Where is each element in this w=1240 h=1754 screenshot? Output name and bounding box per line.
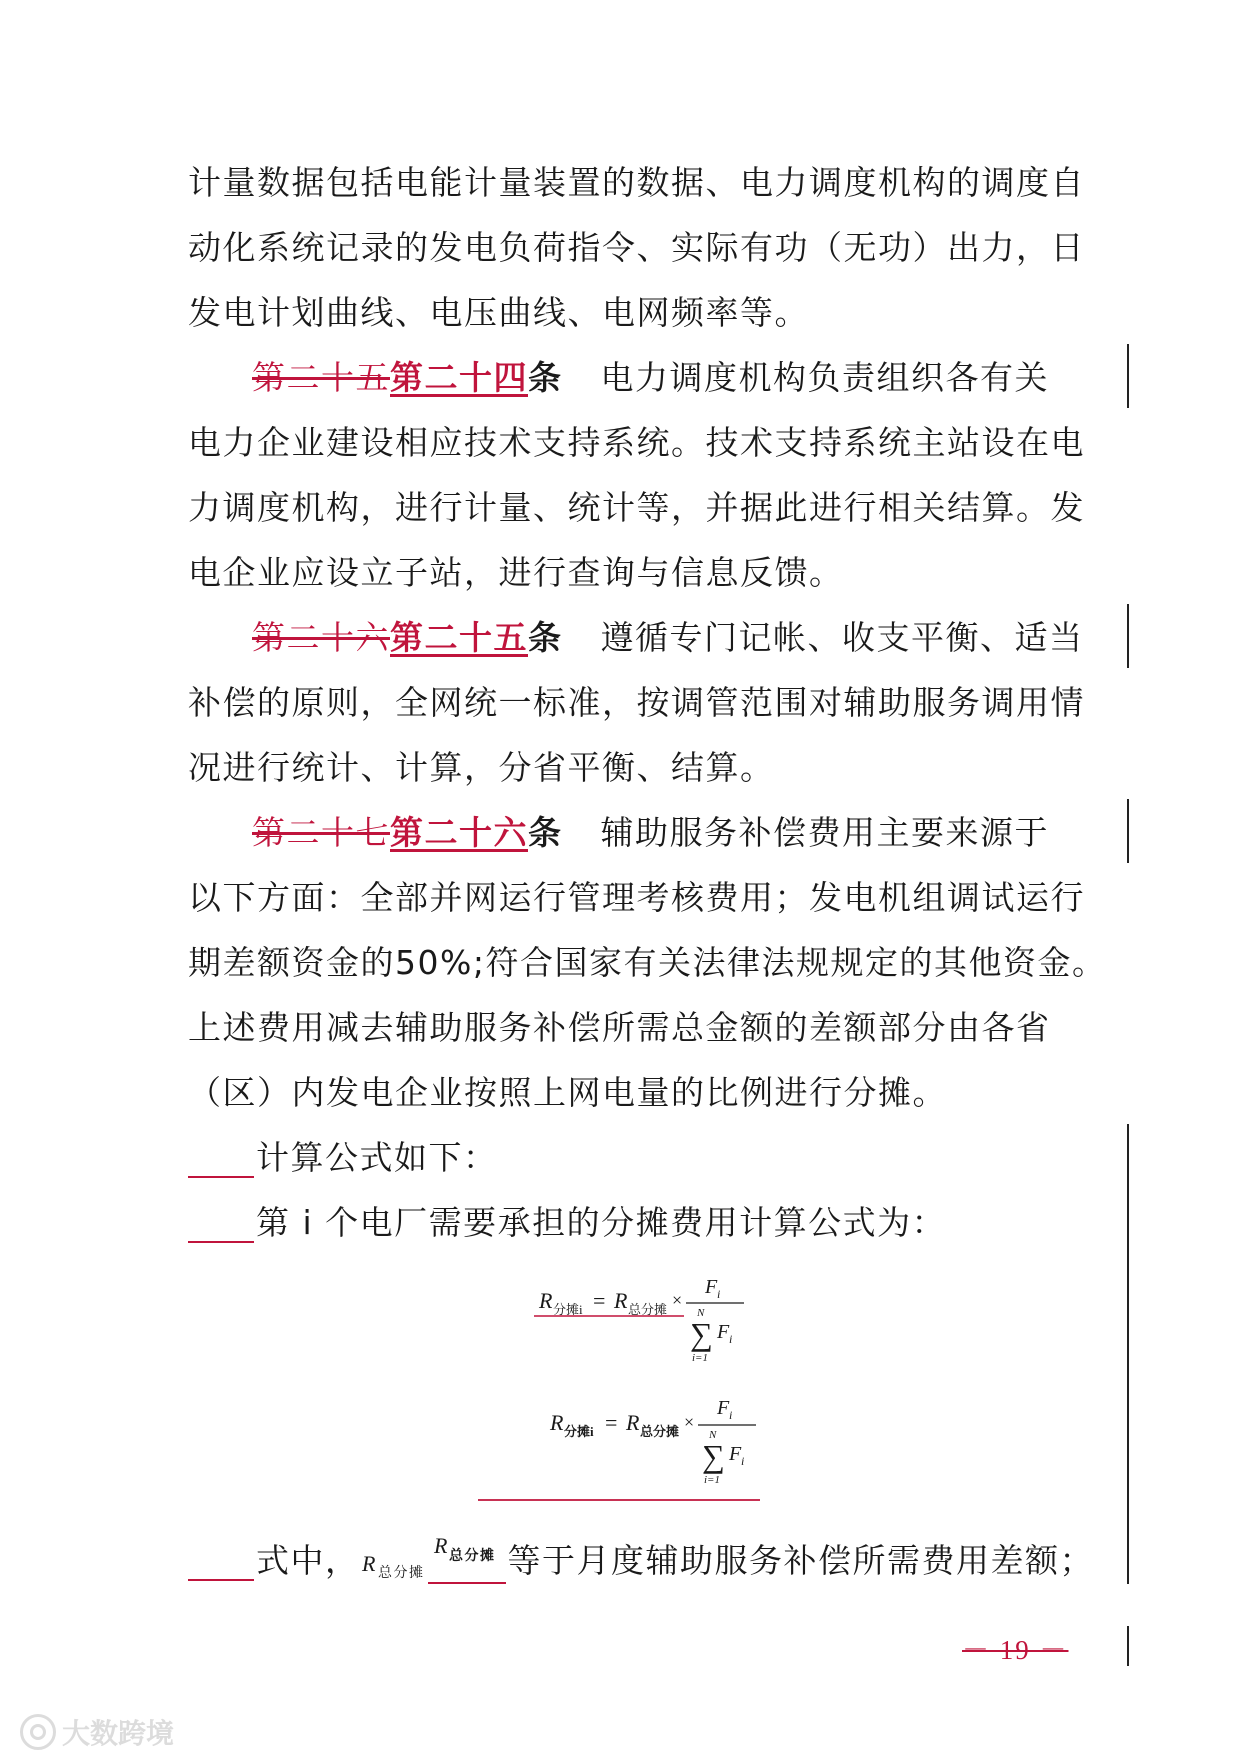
body-line: 期差额资金的50%;符合国家有关法律法规规定的其他资金。 [188, 943, 1107, 982]
inserted-article-number: 第二十五 [390, 618, 528, 657]
formula-deleted [534, 1276, 744, 1364]
svg-text:R: R [361, 1551, 377, 1576]
change-bar [1127, 604, 1129, 668]
formula-num-sub: i [729, 1408, 733, 1422]
page-number: － 19 － [962, 1635, 1069, 1665]
formula-sum: ∑ [702, 1438, 725, 1474]
body-line: （区）内发电企业按照上网电量的比例进行分摊。 [188, 1073, 947, 1112]
formula-intro-text: 计算公式如下： [256, 1138, 498, 1177]
formula-eq: = [593, 1288, 606, 1313]
formula-times: × [672, 1290, 683, 1310]
formula-lhs-var: R [539, 1288, 553, 1313]
formula-rhs-var: R [614, 1288, 628, 1313]
svg-text:总分摊: 总分摊 [448, 1549, 495, 1564]
change-bar [1127, 799, 1129, 863]
formula-sum-bottom: i=1 [692, 1352, 708, 1364]
formula-sum-top: N [709, 1429, 717, 1441]
body-line: 力调度机构，进行计量、统计等，并据此进行相关结算。发 [188, 488, 1085, 527]
body-line: 电企业应设立子站，进行查询与信息反馈。 [188, 553, 844, 592]
inserted-article-number: 第二十四 [390, 358, 528, 397]
formula-lhs-sub: 分摊i [564, 1424, 594, 1439]
inserted-article-number: 第二十六 [390, 813, 528, 852]
change-bar [1127, 344, 1129, 408]
body-line: 电力企业建设相应技术支持系统。技术支持系统主站设在电 [188, 423, 1085, 462]
body-line: 上述费用减去辅助服务补偿所需总金额的差额部分由各省 [188, 1008, 1051, 1047]
formula-den-sub: i [729, 1332, 733, 1346]
formula-num-sub: i [717, 1287, 721, 1301]
formula-den: F [717, 1321, 730, 1343]
watermark [20, 1712, 174, 1752]
article-text: 辅助服务补偿费用主要来源于 [600, 813, 1049, 852]
formula-num: F [705, 1276, 718, 1298]
formula-times: × [684, 1412, 695, 1432]
svg-text:R: R [433, 1533, 449, 1558]
formula-den: F [729, 1443, 742, 1465]
body-line: 发电计划曲线、电压曲线、电网频率等。 [188, 293, 809, 332]
article-text: 电力调度机构负责组织各有关 [600, 358, 1049, 397]
svg-text:总分摊: 总分摊 [377, 1566, 424, 1581]
body-line: 动化系统记录的发电负荷指令、实际有功（无功）出力，日 [188, 228, 1085, 267]
insertion-blank [188, 1543, 254, 1581]
body-line: 计量数据包括电能计量装置的数据、电力调度机构的调度自 [188, 163, 1085, 202]
formula-rhs-sub: 总分摊 [640, 1424, 680, 1439]
body-line: 以下方面：全部并网运行管理考核费用；发电机组调试运行 [188, 878, 1085, 917]
body-line: 补偿的原则，全网统一标准，按调管范围对辅助服务调用情 [188, 683, 1085, 722]
article-suffix: 条 [528, 618, 563, 657]
deleted-article-number: 第二十六 [252, 618, 390, 657]
article-text: 遵循专门记帐、收支平衡、适当 [600, 618, 1084, 657]
inline-symbol [360, 1533, 508, 1585]
explain-suffix: 等于月度辅助服务补偿所需费用差额； [507, 1541, 1094, 1580]
article-suffix: 条 [528, 358, 563, 397]
formula-inserted [549, 1397, 756, 1486]
formula-eq: = [605, 1410, 618, 1435]
formula-lhs-sub: 分摊i [553, 1302, 583, 1317]
change-bar [1127, 1626, 1129, 1666]
watermark-logo-icon [20, 1714, 56, 1750]
article-suffix: 条 [528, 813, 563, 852]
formula-rhs-sub: 总分摊 [628, 1302, 668, 1317]
formula-sum-top: N [697, 1307, 705, 1319]
watermark-text: 大数跨境 [62, 1717, 175, 1750]
formula-lhs-var: R [550, 1410, 564, 1435]
formula-den-sub: i [741, 1454, 745, 1468]
formula-sum-bottom: i=1 [704, 1474, 720, 1486]
formula-num: F [717, 1397, 730, 1419]
formula-desc-text: 第 i 个电厂需要承担的分摊费用计算公式为： [256, 1203, 947, 1242]
deleted-article-number: 第二十七 [252, 813, 390, 852]
explanation-line [188, 1533, 1094, 1581]
deleted-article-number: 第二十五 [252, 358, 390, 397]
formula-sum: ∑ [690, 1316, 713, 1352]
body-line: 况进行统计、计算，分省平衡、结算。 [188, 748, 775, 787]
change-bar [1127, 1124, 1129, 1584]
explain-prefix: 式中， [256, 1541, 360, 1580]
formula-rhs-var: R [626, 1410, 640, 1435]
